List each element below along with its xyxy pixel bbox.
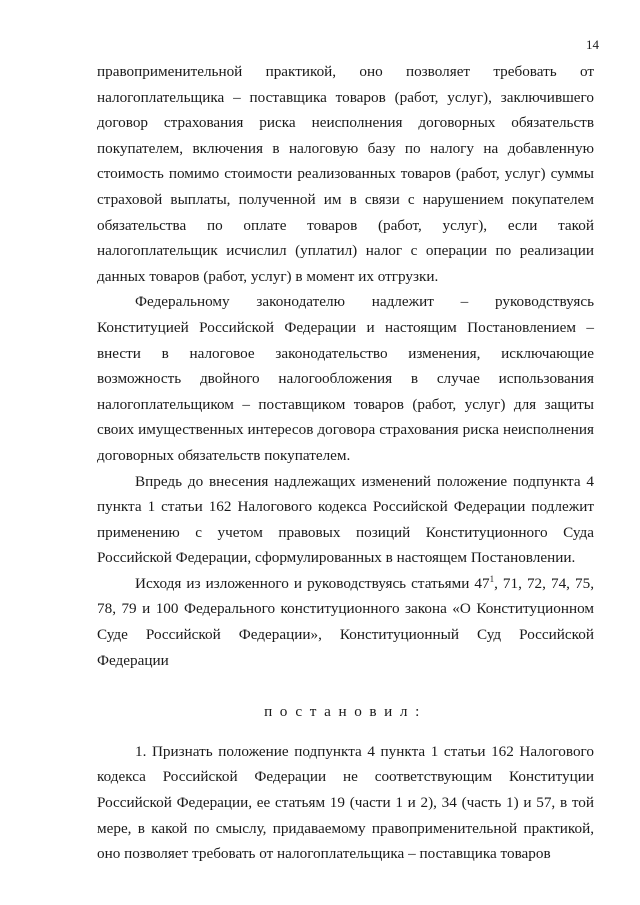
article-superscript: 1 [489, 573, 495, 584]
paragraph-interim-application: Впредь до внесения надлежащих изменений положение подпункта 4 пункта 1 статьи 162 Налогового кодекса Российской Федерации подлежит применению с учетом правовых позиций Конституционного Суда Российской Федерации, сформулированных в настоящем Постановлении. [97, 472, 594, 567]
paragraph-continuation: правоприменительной практикой, оно позволяет требовать от налогоплательщика – поставщика товаров (работ, услуг), заключившего договор страхования риска неисполнения договорных обязательств покупателем, включения в налоговую базу по налогу на добавленную стоимость помимо стоимости реализованных товаров (работ, услуг) суммы страховой выплаты, полученной им в связи с нарушением покупателем обязательства по оплате товаров (работ, услуг), если такой налогоплательщик исчислил (уплатил) налог с операции по реализации данных товаров (работ, услуг) в момент их отгрузки. [97, 63, 594, 285]
page-number: 14 [586, 37, 599, 52]
resolution-item-1: 1. Признать положение подпункта 4 пункта 1 статьи 162 Налогового кодекса Российской Федерации не соответствующим Конституции Российской Федерации, ее статьям 19 (части 1 и 2), 34 (часть 1) и 57, в той мере, в какой по смыслу, придаваемому правоприменительной практикой, оно позволяет требовать от налогоплательщика – поставщика товаров [97, 742, 594, 863]
conclusion-text-start: Исходя из изложенного и руководствуясь статьями 47 [135, 574, 490, 592]
conclusion-text-end: , 71, 72, 74, 75, 78, 79 и 100 Федерального конституционного закона «О Конституционном Суде Российской Федерации», Конституционный Суд Российской Федерации [97, 574, 595, 669]
document-body [97, 59, 594, 867]
resolution-heading: постановил: [264, 703, 427, 721]
paragraph-conclusion [97, 571, 594, 673]
paragraph-legislator-duty: Федеральному законодателю надлежит – руководствуясь Конституцией Российской Федерации и настоящим Постановлением – внести в налоговое законодательство изменения, исключающие возможность двойного налогообложения в случае использования налогоплательщиком – поставщиком товаров (работ, услуг) для защиты своих имущественных интересов договора страхования риска неисполнения договорных обязательств покупателем. [97, 293, 594, 464]
